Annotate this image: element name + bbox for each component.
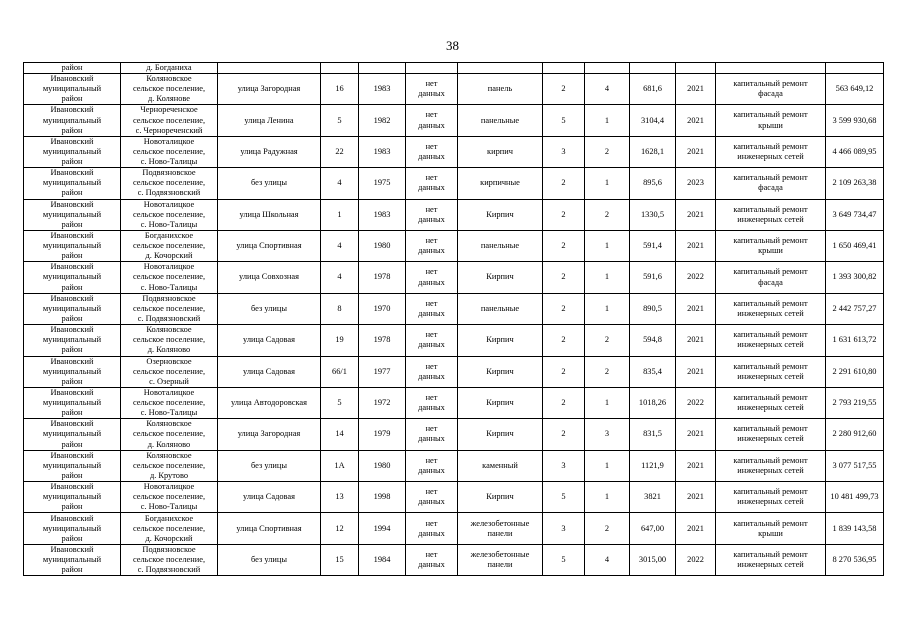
cell-street: улица Загородная [218,74,321,105]
cell-district: Ивановский муниципальный район [24,293,121,324]
cell-plan-year: 2021 [676,450,716,481]
cell-street: улица Загородная [218,419,321,450]
cell-last-overhaul: нет данных [406,230,458,261]
cell-street: улица Совхозная [218,262,321,293]
cell-plan-year: 2021 [676,136,716,167]
cell-street: улица Автодоровская [218,387,321,418]
cell-cost: 563 649,12 [826,74,884,105]
cell-plan-year: 2021 [676,356,716,387]
cell-entrances: 1 [585,387,630,418]
cell-year-built: 1983 [359,199,406,230]
cell-floors: 2 [543,387,585,418]
cell-settlement: Новоталицкое сельское поселение, с. Ново-Талицы [121,199,218,230]
cell-street: без улицы [218,168,321,199]
cell-year-built: 1994 [359,513,406,544]
cell-last-overhaul: нет данных [406,356,458,387]
cell-house-number: 4 [321,262,359,293]
cell-district: район [24,63,121,74]
table-row [24,136,884,167]
cell-year-built: 1978 [359,262,406,293]
cell-cost: 4 466 089,95 [826,136,884,167]
cell-entrances: 1 [585,482,630,513]
cell-work-type: капитальный ремонт инженерных сетей [716,293,826,324]
cell-wall-material: панельные [458,293,543,324]
cell-house-number: 14 [321,419,359,450]
cell-floors: 3 [543,136,585,167]
cell-house-number: 8 [321,293,359,324]
cell-wall-material: Кирпич [458,387,543,418]
cell-floors: 2 [543,325,585,356]
cell-settlement: д. Богданиха [121,63,218,74]
cell-street: улица Спортивная [218,230,321,261]
cell-entrances: 1 [585,262,630,293]
cell-area: 895,6 [630,168,676,199]
cell-year-built: 1998 [359,482,406,513]
cell-area: 1018,26 [630,387,676,418]
cell-district: Ивановский муниципальный район [24,450,121,481]
cell-settlement: Новоталицкое сельское поселение, с. Ново-Талицы [121,387,218,418]
cell-floors: 5 [543,482,585,513]
table-row [24,168,884,199]
table-row [24,450,884,481]
cell-floors: 2 [543,230,585,261]
cell-district: Ивановский муниципальный район [24,356,121,387]
cell-wall-material: кирпичные [458,168,543,199]
table-row [24,419,884,450]
cell-street: улица Садовая [218,482,321,513]
cell-district: Ивановский муниципальный район [24,74,121,105]
cell-work-type: капитальный ремонт фасада [716,168,826,199]
cell-cost: 2 442 757,27 [826,293,884,324]
cell-settlement: Богданихское сельское поселение, д. Кочорский [121,513,218,544]
cell-area: 1121,9 [630,450,676,481]
cell-last-overhaul: нет данных [406,419,458,450]
cell-wall-material: кирпич [458,136,543,167]
cell-cost: 3 649 734,47 [826,199,884,230]
cell-wall-material: железобетонные панели [458,544,543,575]
cell-plan-year: 2022 [676,544,716,575]
cell-wall-material: Кирпич [458,482,543,513]
cell-plan-year: 2021 [676,482,716,513]
cell-entrances: 1 [585,293,630,324]
cell-area: 890,5 [630,293,676,324]
cell-district: Ивановский муниципальный район [24,482,121,513]
cell-cost: 1 393 300,82 [826,262,884,293]
cell-plan-year: 2021 [676,74,716,105]
cell-district: Ивановский муниципальный район [24,230,121,261]
cell-floors [543,63,585,74]
table-row [24,230,884,261]
cell-entrances: 4 [585,74,630,105]
cell-floors: 2 [543,74,585,105]
cell-settlement: Подвязновское сельское поселение, с. Подвязновский [121,168,218,199]
cell-floors: 3 [543,450,585,481]
cell-last-overhaul: нет данных [406,387,458,418]
cell-floors: 5 [543,105,585,136]
cell-year-built: 1980 [359,450,406,481]
cell-wall-material: панельные [458,105,543,136]
cell-street: без улицы [218,293,321,324]
cell-wall-material: Кирпич [458,419,543,450]
cell-plan-year: 2022 [676,262,716,293]
cell-work-type: капитальный ремонт инженерных сетей [716,387,826,418]
cell-plan-year: 2021 [676,230,716,261]
cell-year-built: 1984 [359,544,406,575]
cell-plan-year [676,63,716,74]
cell-entrances: 4 [585,544,630,575]
cell-settlement: Подвязновское сельское поселение, с. Подвязновский [121,544,218,575]
cell-street: улица Ленина [218,105,321,136]
cell-settlement: Коляновское сельское поселение, д. Коляново [121,419,218,450]
cell-street: улица Школьная [218,199,321,230]
cell-work-type: капитальный ремонт инженерных сетей [716,136,826,167]
cell-house-number: 5 [321,105,359,136]
cell-settlement: Коляновское сельское поселение, д. Колянове [121,74,218,105]
cell-plan-year: 2021 [676,199,716,230]
cell-house-number: 15 [321,544,359,575]
cell-settlement: Новоталицкое сельское поселение, с. Ново-Талицы [121,136,218,167]
cell-floors: 2 [543,262,585,293]
cell-wall-material: Кирпич [458,262,543,293]
cell-last-overhaul: нет данных [406,168,458,199]
cell-work-type: капитальный ремонт инженерных сетей [716,450,826,481]
cell-settlement: Подвязновское сельское поселение, с. Подвязновский [121,293,218,324]
cell-cost [826,63,884,74]
cell-street: улица Садовая [218,356,321,387]
cell-work-type: капитальный ремонт крыши [716,105,826,136]
cell-house-number: 66/1 [321,356,359,387]
cell-entrances: 1 [585,230,630,261]
cell-floors: 2 [543,293,585,324]
cell-year-built: 1977 [359,356,406,387]
cell-settlement: Коляновское сельское поселение, д. Крутово [121,450,218,481]
cell-settlement: Коляновское сельское поселение, д. Коляново [121,325,218,356]
cell-house-number: 13 [321,482,359,513]
cell-cost: 10 481 499,73 [826,482,884,513]
cell-house-number: 1 [321,199,359,230]
table-row [24,325,884,356]
cell-last-overhaul: нет данных [406,105,458,136]
cell-work-type: капитальный ремонт инженерных сетей [716,419,826,450]
cell-area: 647,00 [630,513,676,544]
cell-plan-year: 2021 [676,105,716,136]
housing-repair-table [23,62,884,576]
cell-street: улица Радужная [218,136,321,167]
cell-plan-year: 2021 [676,419,716,450]
cell-work-type: капитальный ремонт инженерных сетей [716,482,826,513]
cell-district: Ивановский муниципальный район [24,168,121,199]
cell-settlement: Новоталицкое сельское поселение, с. Ново-Талицы [121,482,218,513]
cell-last-overhaul: нет данных [406,74,458,105]
cell-area: 831,5 [630,419,676,450]
cell-street: улица Спортивная [218,513,321,544]
cell-district: Ивановский муниципальный район [24,325,121,356]
cell-wall-material: Кирпич [458,356,543,387]
cell-wall-material: железобетонные панели [458,513,543,544]
cell-district: Ивановский муниципальный район [24,544,121,575]
cell-entrances: 2 [585,513,630,544]
table-row [24,387,884,418]
cell-year-built: 1972 [359,387,406,418]
cell-year-built: 1983 [359,136,406,167]
cell-last-overhaul: нет данных [406,482,458,513]
cell-entrances: 1 [585,105,630,136]
cell-entrances: 2 [585,136,630,167]
cell-last-overhaul: нет данных [406,199,458,230]
cell-year-built: 1975 [359,168,406,199]
table-row [24,482,884,513]
cell-area: 3104,4 [630,105,676,136]
cell-district: Ивановский муниципальный район [24,262,121,293]
cell-last-overhaul: нет данных [406,513,458,544]
cell-work-type: капитальный ремонт инженерных сетей [716,356,826,387]
cell-area [630,63,676,74]
cell-plan-year: 2021 [676,513,716,544]
cell-entrances: 1 [585,450,630,481]
table-row [24,74,884,105]
cell-wall-material: каменный [458,450,543,481]
cell-area: 594,8 [630,325,676,356]
cell-plan-year: 2023 [676,168,716,199]
cell-settlement: Новоталицкое сельское поселение, с. Ново-Талицы [121,262,218,293]
cell-floors: 5 [543,544,585,575]
table-body [24,63,884,576]
cell-plan-year: 2021 [676,293,716,324]
cell-plan-year: 2021 [676,325,716,356]
cell-last-overhaul: нет данных [406,136,458,167]
cell-plan-year: 2022 [676,387,716,418]
cell-settlement: Чернореченское сельское поселение, с. Чернореченский [121,105,218,136]
table-row [24,356,884,387]
cell-last-overhaul: нет данных [406,450,458,481]
cell-cost: 3 077 517,55 [826,450,884,481]
cell-entrances [585,63,630,74]
table-row [24,262,884,293]
cell-last-overhaul [406,63,458,74]
cell-area: 1330,5 [630,199,676,230]
cell-area: 3821 [630,482,676,513]
cell-work-type: капитальный ремонт инженерных сетей [716,544,826,575]
page-number: 38 [446,38,459,53]
cell-cost: 1 631 613,72 [826,325,884,356]
cell-cost: 8 270 536,95 [826,544,884,575]
cell-entrances: 2 [585,356,630,387]
cell-year-built [359,63,406,74]
cell-last-overhaul: нет данных [406,293,458,324]
cell-last-overhaul: нет данных [406,325,458,356]
cell-year-built: 1983 [359,74,406,105]
cell-street: без улицы [218,450,321,481]
cell-cost: 2 109 263,38 [826,168,884,199]
cell-wall-material: панель [458,74,543,105]
cell-area: 1628,1 [630,136,676,167]
cell-work-type: капитальный ремонт фасада [716,74,826,105]
cell-floors: 2 [543,199,585,230]
cell-entrances: 2 [585,325,630,356]
cell-work-type: капитальный ремонт инженерных сетей [716,199,826,230]
cell-floors: 3 [543,513,585,544]
cell-year-built: 1980 [359,230,406,261]
cell-district: Ивановский муниципальный район [24,199,121,230]
table-row [24,293,884,324]
cell-district: Ивановский муниципальный район [24,105,121,136]
cell-area: 3015,00 [630,544,676,575]
cell-house-number: 5 [321,387,359,418]
table-row [24,513,884,544]
cell-district: Ивановский муниципальный район [24,419,121,450]
cell-entrances: 1 [585,168,630,199]
cell-district: Ивановский муниципальный район [24,387,121,418]
cell-wall-material: Кирпич [458,199,543,230]
cell-house-number: 1А [321,450,359,481]
table-row [24,544,884,575]
cell-wall-material: Кирпич [458,325,543,356]
table-row-continued [24,63,884,74]
cell-street: без улицы [218,544,321,575]
cell-street: улица Садовая [218,325,321,356]
cell-area: 681,6 [630,74,676,105]
cell-cost: 3 599 930,68 [826,105,884,136]
cell-street [218,63,321,74]
cell-last-overhaul: нет данных [406,544,458,575]
cell-year-built: 1979 [359,419,406,450]
cell-year-built: 1982 [359,105,406,136]
cell-house-number [321,63,359,74]
cell-district: Ивановский муниципальный район [24,513,121,544]
cell-house-number: 16 [321,74,359,105]
cell-house-number: 19 [321,325,359,356]
cell-area: 591,4 [630,230,676,261]
cell-wall-material [458,63,543,74]
cell-work-type [716,63,826,74]
cell-settlement: Озерновское сельское поселение, с. Озерный [121,356,218,387]
cell-cost: 2 291 610,80 [826,356,884,387]
cell-floors: 2 [543,168,585,199]
cell-entrances: 2 [585,199,630,230]
cell-area: 591,6 [630,262,676,293]
cell-cost: 2 793 219,55 [826,387,884,418]
cell-floors: 2 [543,356,585,387]
cell-house-number: 12 [321,513,359,544]
cell-wall-material: панельные [458,230,543,261]
cell-cost: 1 839 143,58 [826,513,884,544]
cell-house-number: 22 [321,136,359,167]
cell-cost: 2 280 912,60 [826,419,884,450]
cell-settlement: Богданихское сельское поселение, д. Кочорский [121,230,218,261]
cell-house-number: 4 [321,168,359,199]
cell-house-number: 4 [321,230,359,261]
cell-floors: 2 [543,419,585,450]
cell-work-type: капитальный ремонт крыши [716,513,826,544]
table-row [24,105,884,136]
cell-year-built: 1970 [359,293,406,324]
cell-work-type: капитальный ремонт фасада [716,262,826,293]
cell-year-built: 1978 [359,325,406,356]
cell-work-type: капитальный ремонт крыши [716,230,826,261]
cell-entrances: 3 [585,419,630,450]
cell-cost: 1 650 469,41 [826,230,884,261]
cell-work-type: капитальный ремонт инженерных сетей [716,325,826,356]
table-row [24,199,884,230]
cell-district: Ивановский муниципальный район [24,136,121,167]
cell-last-overhaul: нет данных [406,262,458,293]
cell-area: 835,4 [630,356,676,387]
